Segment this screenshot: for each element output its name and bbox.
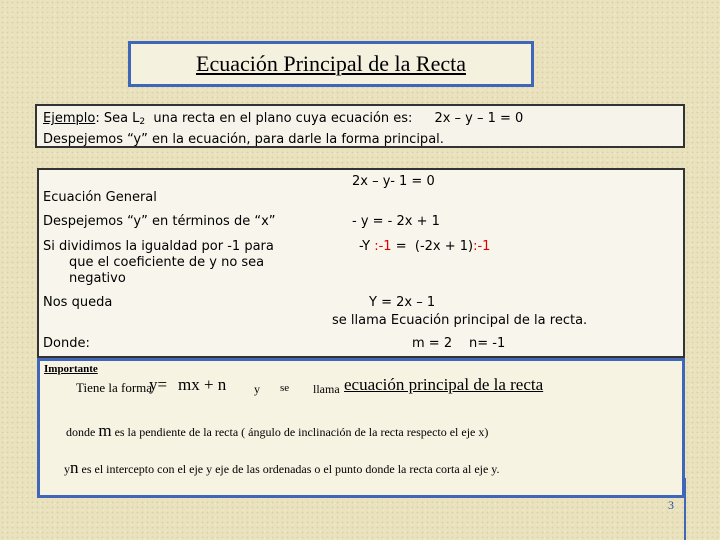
isolate-equation: - y = - 2x + 1	[352, 214, 440, 229]
subscript: 2	[139, 117, 146, 127]
page-divider	[684, 478, 686, 540]
result-note: se llama Ecuación principal de la recta.	[332, 313, 588, 328]
divide-equation	[359, 239, 490, 254]
divide-eq-d: :-1	[473, 239, 491, 254]
example-text: : Sea L	[95, 111, 140, 126]
example-label: Ejemplo	[43, 111, 96, 126]
title-box	[128, 41, 534, 87]
divide-line-3: negativo	[69, 271, 126, 286]
divide-eq-b: :-1	[374, 239, 392, 254]
page-number: 3	[668, 498, 674, 512]
principal-equation-name: ecuación principal de la recta	[344, 375, 544, 394]
general-label: Ecuación General	[43, 190, 157, 205]
example-box	[35, 104, 685, 148]
y-word: y	[254, 382, 260, 396]
important-label: Importante	[44, 363, 98, 375]
where-m: m = 2	[412, 336, 453, 351]
where-n: n= -1	[469, 336, 506, 351]
m-definition	[66, 421, 488, 441]
se-word: se	[280, 382, 290, 394]
steps-box	[37, 168, 685, 358]
example-text-post: una recta en el plano cuya ecuación es:	[145, 111, 413, 126]
m-letter: m	[98, 421, 112, 440]
llama-word: llama	[313, 382, 340, 396]
divide-line-2: que el coeficiente de y no sea	[69, 255, 265, 270]
page-title: Ecuación Principal de la Recta	[196, 51, 466, 76]
isolate-label: Despejemos “y” en términos de “x”	[43, 214, 276, 229]
n-text: es el intercepto con el eje y eje de las ordenadas o el punto donde la recta corta al eje y.	[81, 462, 500, 476]
example-line-2: Despejemos “y” en la ecuación, para darle la forma principal.	[43, 132, 444, 147]
form-y: y=	[149, 375, 168, 394]
form-expression: mx + n	[178, 375, 227, 394]
example-line-1	[43, 110, 677, 131]
donde-word: donde	[66, 425, 96, 439]
result-label: Nos queda	[43, 295, 113, 310]
result-equation: Y = 2x – 1	[369, 295, 436, 310]
n-definition	[64, 458, 500, 478]
form-prefix: Tiene la forma	[76, 380, 153, 395]
divide-eq-a: -Y	[359, 239, 375, 254]
divide-line-1: Si dividimos la igualdad por -1 para	[43, 239, 274, 254]
divide-eq-c: = (-2x + 1)	[391, 239, 474, 254]
important-box	[37, 358, 685, 498]
where-label: Donde:	[43, 336, 90, 351]
general-equation: 2x – y- 1 = 0	[352, 174, 435, 189]
n-letter: n	[70, 458, 79, 477]
y-letter: y	[64, 462, 70, 476]
example-equation: 2x – y – 1 = 0	[434, 111, 524, 126]
m-text: es la pendiente de la recta ( ángulo de inclinación de la recta respecto el eje x)	[114, 425, 489, 439]
